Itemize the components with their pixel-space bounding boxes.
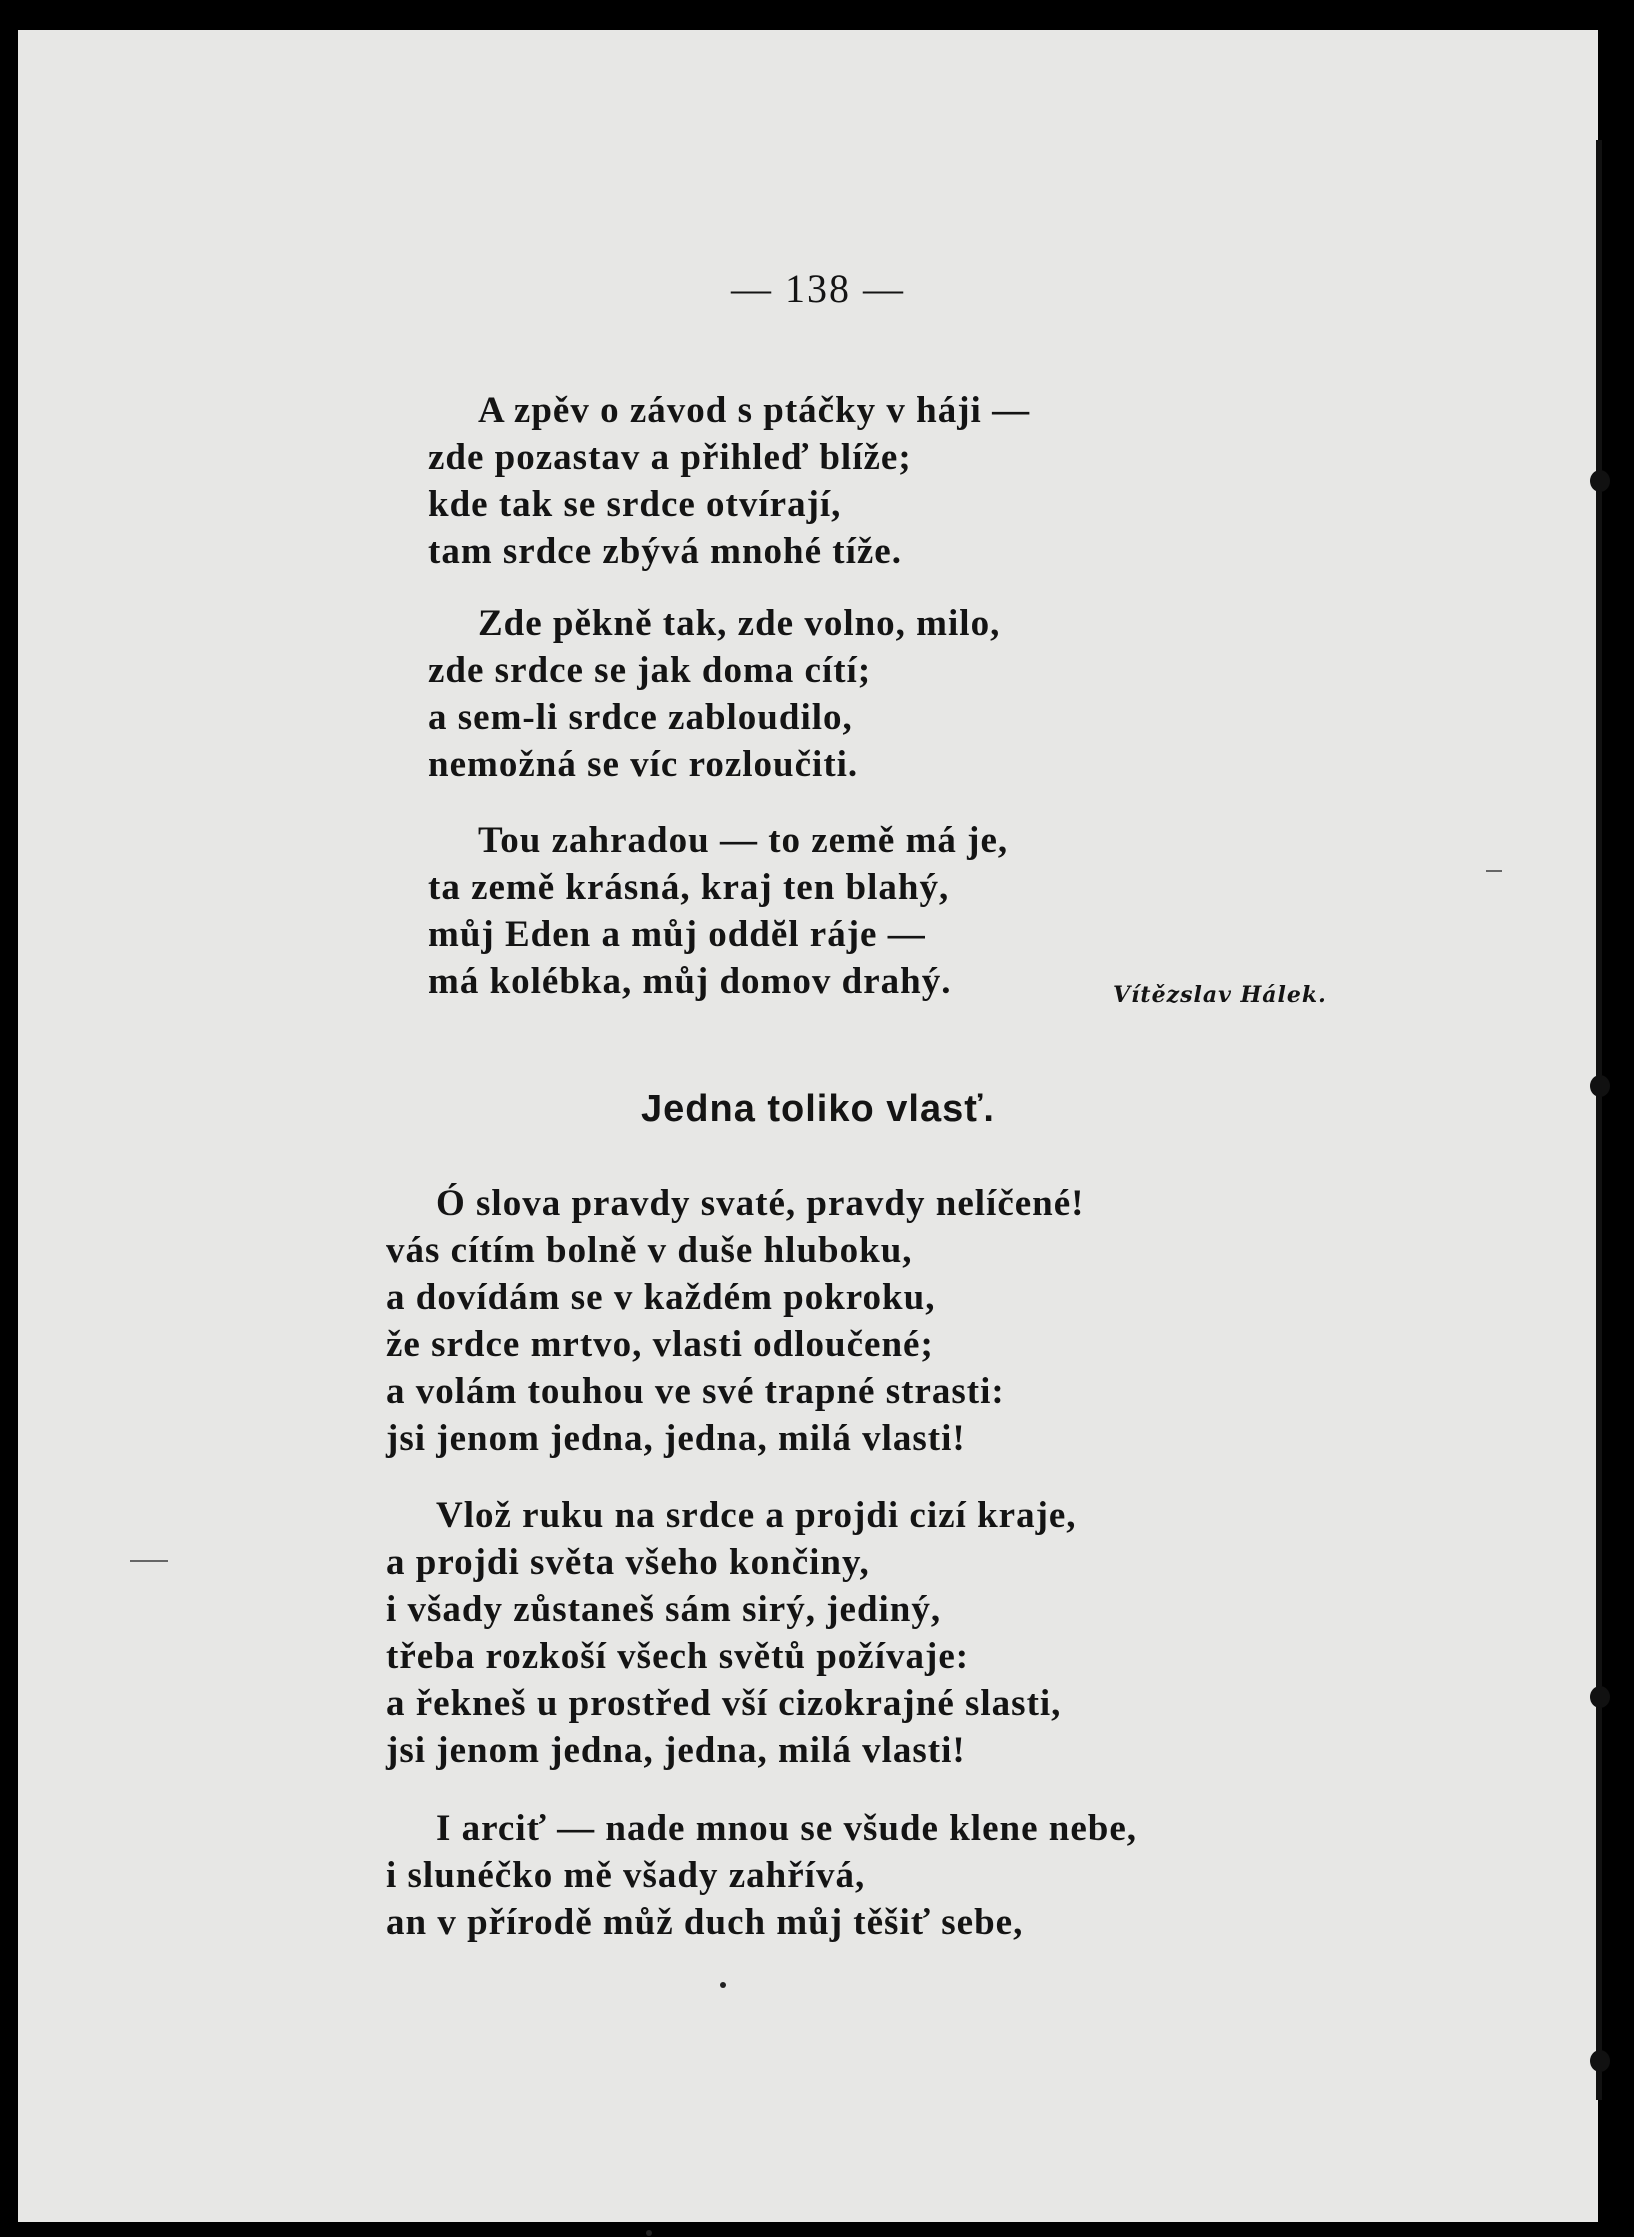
verse-line: jsi jenom jedna, jedna, milá vlasti! — [386, 1418, 966, 1459]
poem1-stanza-1 — [428, 387, 1030, 575]
verse-line: a dovídám se v každém pokroku, — [386, 1277, 936, 1318]
verse-line: třeba rozkoší všech světů požívaje: — [386, 1636, 970, 1677]
verse-line: i všady zůstaneš sám sirý, jediný, — [386, 1589, 942, 1630]
verse-line: má kolébka, můj domov drahý. — [428, 961, 952, 1002]
verse-line: ta země krásná, kraj ten blahý, — [428, 867, 950, 908]
ink-speck — [646, 2230, 652, 2236]
verse-line: Tou zahradou — to země má je, — [478, 820, 1009, 861]
poem2-stanza-1 — [386, 1180, 1084, 1462]
margin-mark — [130, 1560, 168, 1562]
verse-line: a volám touhou ve své trapné strasti: — [386, 1371, 1005, 1412]
verse-line: vás cítím bolně v duše hluboku, — [386, 1230, 913, 1271]
verse-line: an v přírodě můž duch můj těšiť sebe, — [386, 1902, 1024, 1943]
author-signature: Vítězslav Hálek. — [1113, 982, 1327, 1008]
verse-line: a sem-li srdce zabloudilo, — [428, 697, 853, 738]
page-number: — 138 — — [731, 266, 905, 311]
verse-line: Ó slova pravdy svaté, pravdy nelíčené! — [436, 1183, 1085, 1224]
verse-line: I arciť — nade mnou se všude klene nebe, — [436, 1808, 1138, 1849]
verse-line: zde pozastav a přihleď blíže; — [428, 437, 912, 478]
poem1-stanza-3 — [428, 817, 1008, 1005]
verse-line: a řekneš u prostřed vší cizokrajné slasti, — [386, 1683, 1062, 1724]
verse-line: Zde pěkně tak, zde volno, milo, — [478, 603, 1001, 644]
poem2-stanza-2 — [386, 1492, 1077, 1774]
verse-line: nemožná se víc rozloučiti. — [428, 744, 859, 785]
verse-line: Vlož ruku na srdce a projdi cizí kraje, — [436, 1495, 1077, 1536]
book-page — [18, 30, 1598, 2222]
poem2-stanza-3 — [386, 1805, 1137, 1946]
verse-line: že srdce mrtvo, vlasti odloučené; — [386, 1324, 934, 1365]
verse-line: kde tak se srdce otvírají, — [428, 484, 842, 525]
binding-mark — [1590, 1075, 1610, 1097]
verse-line: jsi jenom jedna, jedna, milá vlasti! — [386, 1730, 966, 1771]
margin-mark — [1486, 870, 1502, 872]
verse-line: a projdi světa všeho končiny, — [386, 1542, 870, 1583]
verse-line: i slunéčko mě všady zahřívá, — [386, 1855, 866, 1896]
poem-title: Jedna toliko vlasť. — [641, 1088, 995, 1130]
verse-line: zde srdce se jak doma cítí; — [428, 650, 872, 691]
ink-speck — [720, 1982, 726, 1988]
binding-mark — [1590, 470, 1610, 492]
binding-mark — [1590, 1686, 1610, 1708]
verse-line: tam srdce zbývá mnohé tíže. — [428, 531, 902, 572]
binding-edge — [1596, 140, 1602, 2100]
binding-mark — [1590, 2050, 1610, 2072]
verse-line: můj Eden a můj oddĕl ráje — — [428, 914, 926, 955]
verse-line: A zpěv o závod s ptáčky v háji — — [478, 390, 1031, 431]
poem1-stanza-2 — [428, 600, 1000, 788]
